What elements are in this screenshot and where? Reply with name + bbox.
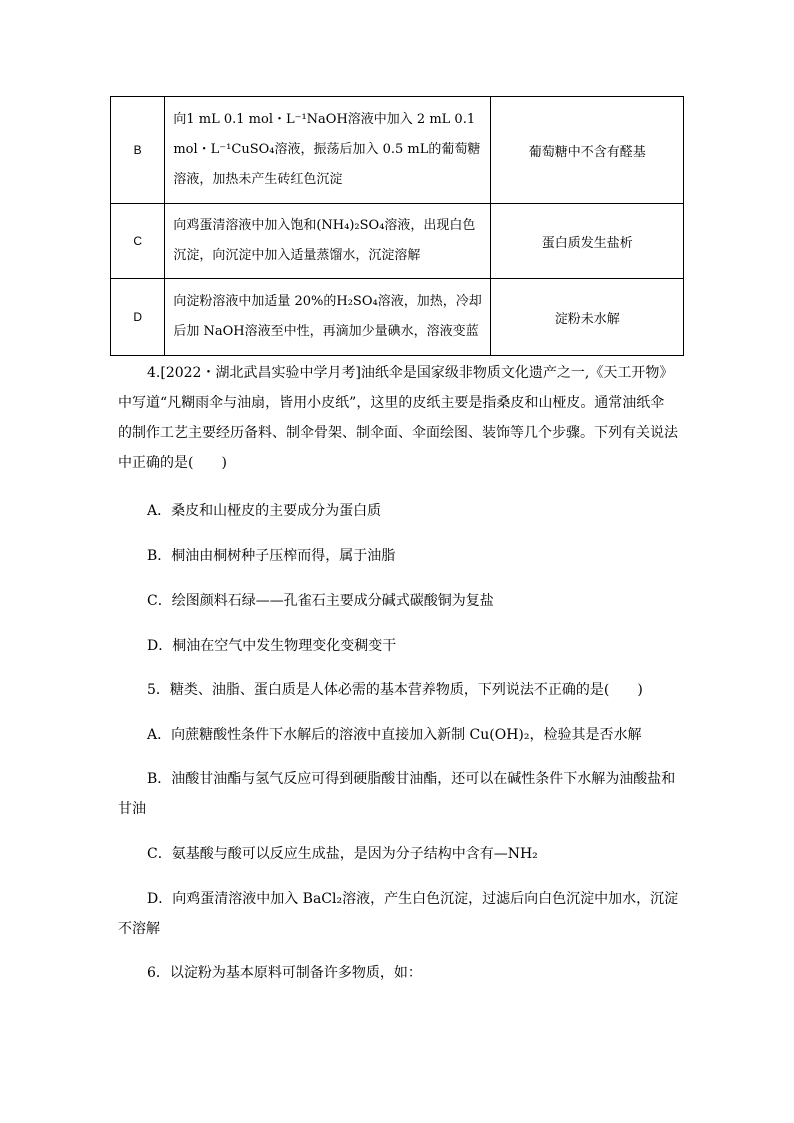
conclusion-cell: 葡萄糖中不含有醛基 <box>491 97 684 204</box>
stem-line: 中写道“凡糊雨伞与油扇，皆用小皮纸”，这里的皮纸主要是指桑皮和山桠皮。通常油纸伞 <box>118 395 665 411</box>
stem-line: 中正确的是( ) <box>118 455 227 471</box>
conclusion-cell: 蛋白质发生盐析 <box>491 204 684 279</box>
conclusion-cell: 淀粉未水解 <box>491 279 684 356</box>
operation-line: mol・L⁻¹CuSO₄溶液，振荡后加入 0.5 mL的葡萄糖 <box>173 142 481 157</box>
q5-option-a: A．向蔗糖酸性条件下水解后的溶液中直接加入新制 Cu(OH)₂，检验其是否水解 <box>147 727 642 743</box>
table-row <box>111 204 684 279</box>
row-label: B <box>111 97 165 204</box>
question-6-stem: 6．以淀粉为基本原料可制备许多物质，如： <box>147 965 422 981</box>
operation-line: 向1 mL 0.1 mol・L⁻¹NaOH溶液中加入 2 mL 0.1 <box>173 112 476 127</box>
q5-option-d-cont: 不溶解 <box>118 921 160 937</box>
operation-cell <box>165 279 491 356</box>
experiment-table <box>110 96 684 356</box>
question-4-stem-cont <box>118 388 684 478</box>
q5-option-d: D．向鸡蛋清溶液中加入 BaCl₂溶液，产生白色沉淀，过滤后向白色沉淀中加水，沉淀 <box>147 891 679 907</box>
q5-option-c: C．氨基酸与酸可以反应生成盐，是因为分子结构中含有—NH₂ <box>147 846 538 862</box>
operation-line: 后加 NaOH溶液至中性，再滴加少量碘水，溶液变蓝 <box>173 324 479 339</box>
table-row <box>111 97 684 204</box>
q4-option-b: B．桐油由桐树种子压榨而得，属于油脂 <box>147 548 396 564</box>
q4-option-a: A．桑皮和山桠皮的主要成分为蛋白质 <box>147 503 382 519</box>
row-label: D <box>111 279 165 356</box>
q5-option-b-cont: 甘油 <box>118 801 146 817</box>
question-4-stem <box>118 358 684 388</box>
stem-line: 的制作工艺主要经历备料、制伞骨架、制伞面、伞面绘图、装饰等几个步骤。下列有关说法 <box>118 425 678 441</box>
q5-option-b: B．油酸甘油酯与氢气反应可得到硬脂酸甘油酯，还可以在碱性条件下水解为油酸盐和 <box>147 771 676 787</box>
stem-line: 4.[2022・湖北武昌实验中学月考]油纸伞是国家级非物质文化遗产之一,《天工开物》 <box>147 365 674 381</box>
operation-cell <box>165 204 491 279</box>
operation-line: 向淀粉溶液中加适量 20%的H₂SO₄溶液，加热，冷却 <box>173 294 482 309</box>
table-row <box>111 279 684 356</box>
operation-line: 沉淀，向沉淀中加入适量蒸馏水，沉淀溶解 <box>173 248 421 263</box>
q4-option-d: D．桐油在空气中发生物理变化变稠变干 <box>147 638 397 654</box>
row-label: C <box>111 204 165 279</box>
operation-cell <box>165 97 491 204</box>
q4-option-c: C．绘图颜料石绿——孔雀石主要成分碱式碳酸铜为复盐 <box>147 593 494 609</box>
operation-line: 向鸡蛋清溶液中加入饱和(NH₄)₂SO₄溶液，出现白色 <box>173 218 476 233</box>
question-5-stem: 5．糖类、油脂、蛋白质是人体必需的基本营养物质，下列说法不正确的是( ) <box>147 682 643 698</box>
operation-line: 溶液，加热未产生砖红色沉淀 <box>173 172 343 187</box>
